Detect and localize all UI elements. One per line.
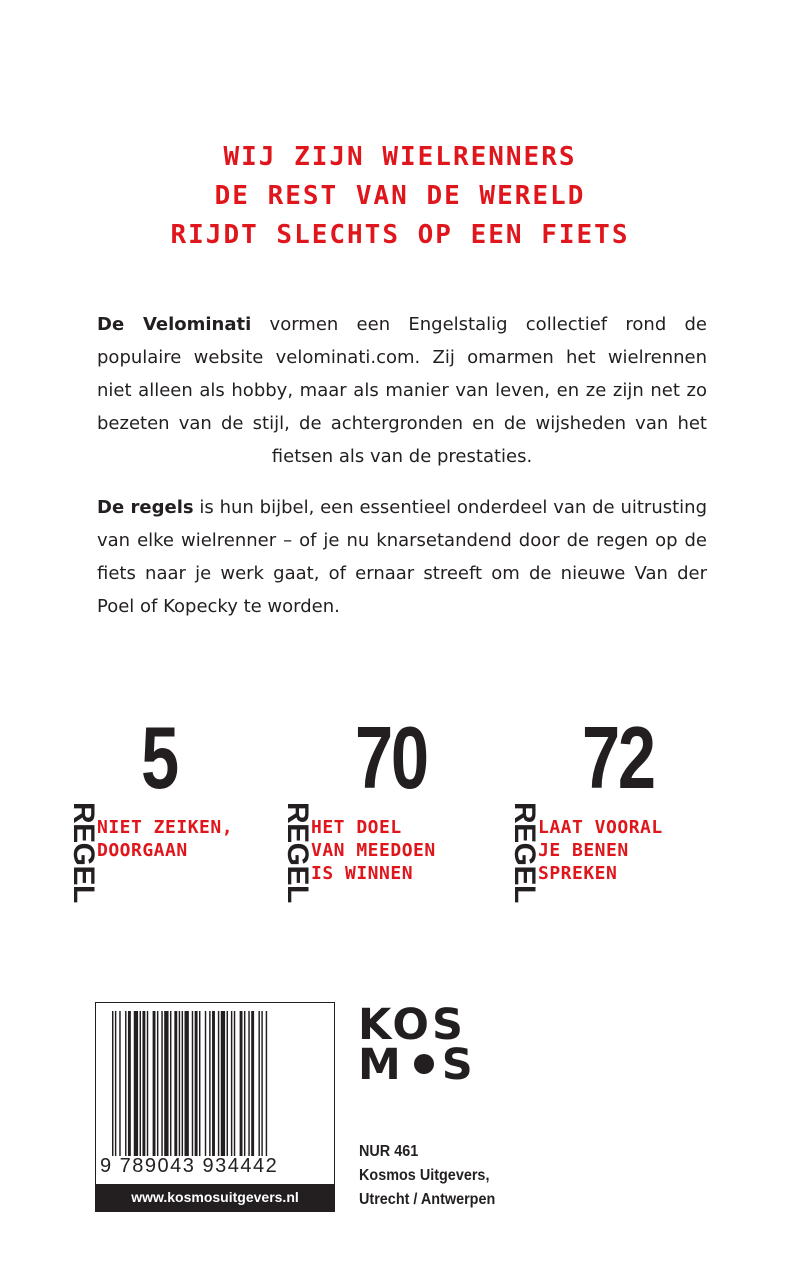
headline-line: DE REST VAN DE WERELD bbox=[214, 181, 586, 211]
headline bbox=[0, 138, 800, 255]
logo-letter-m: M bbox=[358, 1040, 404, 1090]
rule-text-line: HET DOEL bbox=[311, 817, 402, 838]
rule-text-line: NIET ZEIKEN, bbox=[97, 817, 234, 838]
rule-text bbox=[538, 816, 663, 885]
intro-paragraph bbox=[97, 308, 707, 473]
rule-text-line: LAAT VOORAL bbox=[538, 817, 663, 838]
rules-bold: De regels bbox=[97, 497, 194, 518]
rule-block-70 bbox=[281, 708, 531, 903]
headline-line: WIJ ZIJN WIELRENNERS bbox=[223, 142, 577, 172]
rule-block-72 bbox=[508, 708, 758, 903]
rules-text: is hun bijbel, een essentieel onderdeel van de uitrusting van elke wielrenner – of je nu knarsetandend door de regen op de fiets naar je werk gaat, of ernaar streeft om de nieuwe Van der Poel of Kopecky te worden. bbox=[97, 497, 707, 617]
isbn-number: 9 789043 934442 bbox=[100, 1155, 279, 1177]
publisher-url: www.kosmosuitgevers.nl bbox=[96, 1184, 334, 1211]
headline-line: RIJDT SLECHTS OP EEN FIETS bbox=[170, 220, 630, 250]
rule-text-line: SPREKEN bbox=[538, 863, 618, 884]
logo-line-1: KOS bbox=[358, 1000, 466, 1050]
rule-label: REGEL bbox=[67, 802, 100, 903]
rule-text-line: JE BENEN bbox=[538, 840, 629, 861]
imprint-line: Kosmos Uitgevers, bbox=[359, 1167, 490, 1184]
rule-number: 5 bbox=[141, 708, 177, 807]
rule-text-line: IS WINNEN bbox=[311, 863, 414, 884]
barcode-box bbox=[95, 1002, 335, 1212]
barcode-bars bbox=[112, 1011, 318, 1156]
imprint-line: Utrecht / Antwerpen bbox=[359, 1191, 496, 1208]
rule-text-line: VAN MEEDOEN bbox=[311, 840, 436, 861]
rules-paragraph bbox=[97, 491, 707, 623]
imprint-line: NUR 461 bbox=[359, 1143, 419, 1160]
kosmos-logo bbox=[358, 1000, 476, 1090]
intro-text: vormen een Engelstalig collectief rond de populaire website velominati.com. Zij omarmen het wielrennen niet alleen als hobby, maar als manier van leven, en ze zijn net zo bezeten van de stijl, de achtergronden en de wijsheden van het fietsen als van de prestaties. bbox=[97, 314, 707, 467]
logo-dot-icon bbox=[414, 1054, 434, 1074]
imprint bbox=[359, 1140, 495, 1212]
rule-text-line: DOORGAAN bbox=[97, 840, 188, 861]
rule-text bbox=[97, 816, 233, 862]
rule-text bbox=[311, 816, 436, 885]
intro-bold: De Velominati bbox=[97, 314, 252, 335]
logo-line-2 bbox=[358, 1040, 476, 1090]
rule-label: REGEL bbox=[508, 802, 541, 903]
rule-number: 72 bbox=[582, 708, 654, 807]
logo-letter-s: S bbox=[441, 1040, 476, 1090]
rule-number: 70 bbox=[355, 708, 427, 807]
rule-label: REGEL bbox=[281, 802, 314, 903]
